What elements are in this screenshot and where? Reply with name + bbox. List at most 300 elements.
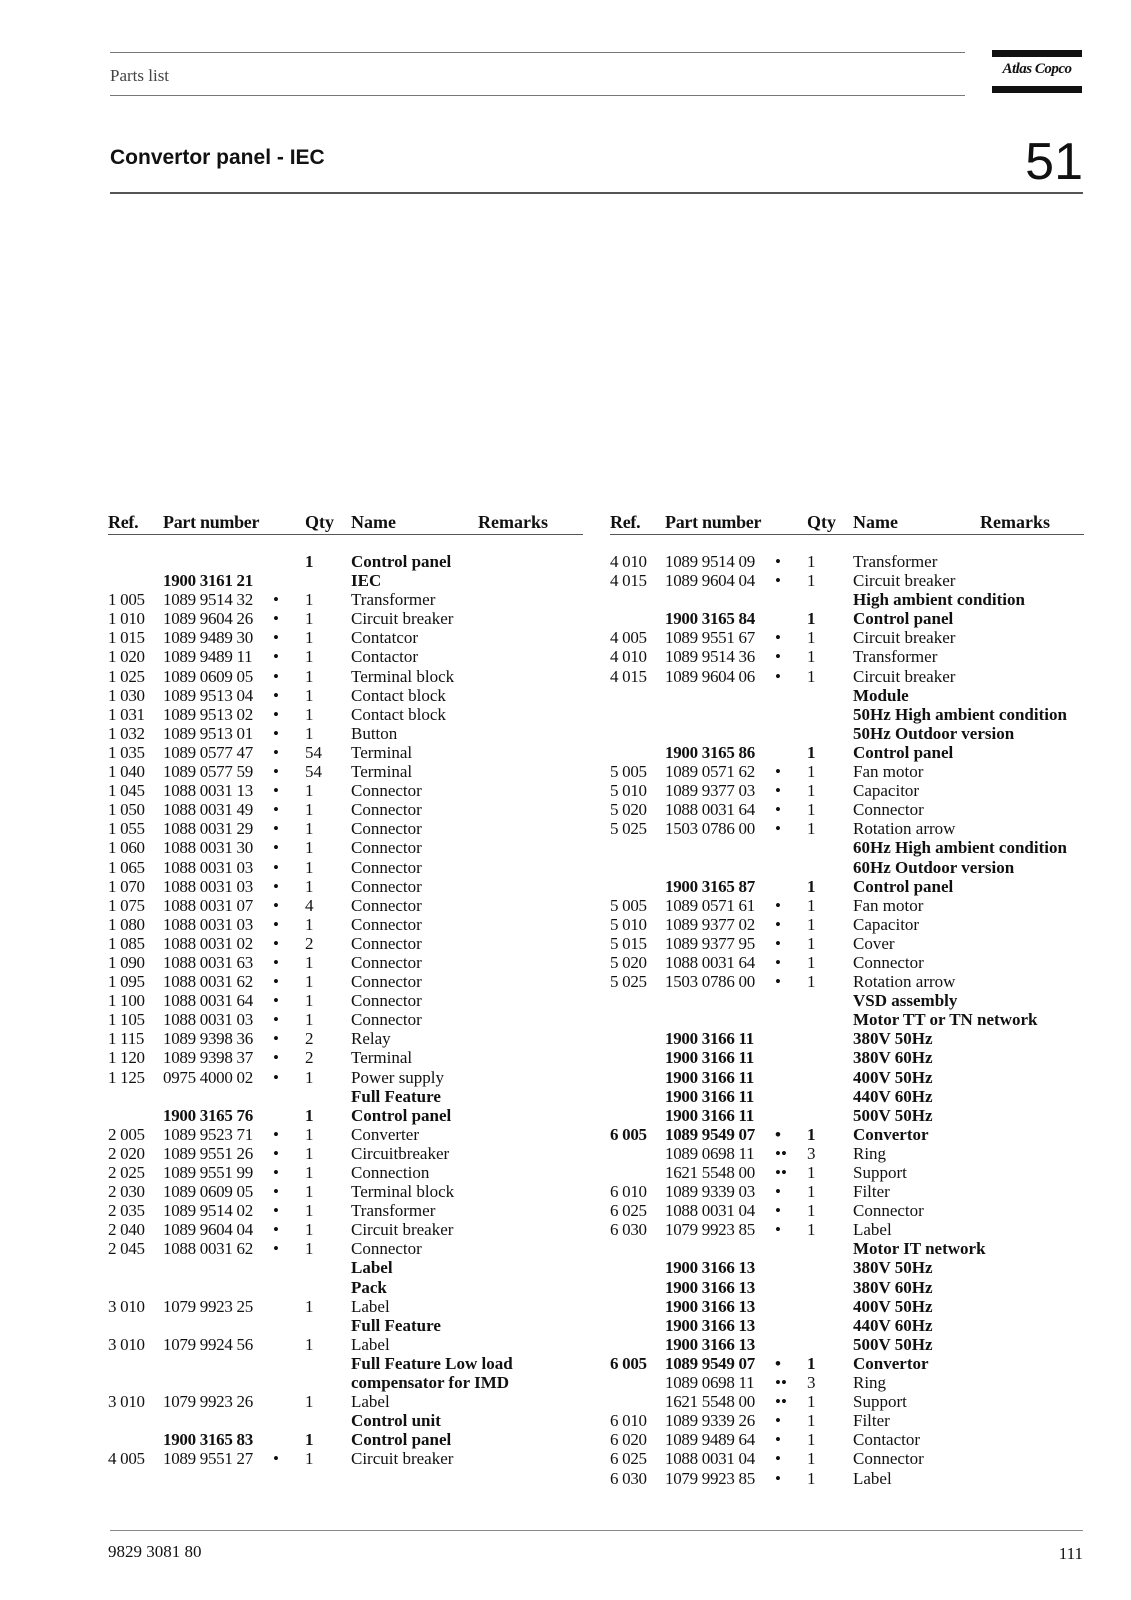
cell-qty: 1: [305, 1163, 314, 1182]
table-row: [108, 858, 583, 877]
cell-name: Capacitor: [853, 914, 920, 934]
cell-name: Control panel: [853, 609, 954, 629]
cell-qty: 1: [305, 1201, 314, 1221]
cell-marker: •: [273, 685, 279, 705]
cell-name: 500V 50Hz: [853, 1334, 933, 1354]
cell-name: Connector: [351, 819, 422, 839]
cell-marker: •: [775, 1468, 781, 1488]
cell-part-number: 1089 9604 04: [665, 571, 755, 591]
table-body: [108, 535, 583, 1469]
cell-name: 400V 50Hz: [853, 1067, 933, 1087]
cell-name: Terminal: [351, 762, 413, 782]
cell-ref: 3 010: [108, 1392, 145, 1412]
cell-name: Contact block: [351, 685, 446, 705]
cell-part-number: 1088 0031 30: [163, 838, 253, 858]
cell-marker: •: [273, 1067, 279, 1087]
cell-part-number: 1088 0031 03: [163, 876, 253, 896]
cell-part-number: 1089 0609 05: [163, 666, 253, 686]
cell-name: Filter: [853, 1411, 890, 1431]
cell-name: Terminal block: [351, 666, 455, 686]
cell-ref: 1 075: [108, 895, 145, 915]
cell-ref: 6 025: [610, 1201, 647, 1221]
cell-ref: 6 030: [610, 1220, 647, 1240]
cell-name: Circuit breaker: [351, 1220, 454, 1240]
cell-part-number: 1900 3165 86: [665, 742, 755, 762]
table-row: [108, 552, 583, 571]
cell-qty: 1: [305, 972, 314, 992]
table-row: [610, 781, 1084, 800]
cell-name: Cover: [853, 933, 895, 953]
cell-marker: •: [273, 1048, 279, 1068]
cell-qty: 1: [305, 1124, 314, 1144]
cell-name: Terminal: [351, 742, 413, 762]
cell-name: 60Hz High ambient condition: [853, 838, 1067, 858]
header-part-number: Part number: [665, 512, 762, 532]
cell-marker: •: [775, 1220, 781, 1240]
cell-qty: 1: [807, 819, 816, 839]
cell-marker: ••: [775, 1163, 787, 1182]
cell-part-number: 1900 3165 87: [665, 876, 755, 896]
cell-part-number: 1089 9604 04: [163, 1220, 253, 1240]
table-row: [108, 1373, 583, 1392]
cell-ref: 2 035: [108, 1201, 145, 1221]
cell-marker: •: [273, 781, 279, 801]
cell-name: Control panel: [853, 876, 954, 896]
cell-name: Transformer: [351, 590, 436, 610]
cell-ref: 5 005: [610, 762, 647, 782]
table-row: [610, 1010, 1084, 1029]
table-row: [610, 1068, 1084, 1087]
cell-part-number: 1900 3166 11: [665, 1067, 754, 1087]
cell-name: Transformer: [351, 1201, 436, 1221]
table-row: [108, 800, 583, 819]
cell-marker: •: [273, 1124, 279, 1144]
cell-ref: 1 040: [108, 762, 145, 782]
table-row: [108, 647, 583, 666]
cell-part-number: 1089 9513 02: [163, 704, 253, 724]
cell-qty: 1: [807, 781, 816, 801]
brand-logo: [992, 50, 1082, 94]
cell-part-number: 1089 9549 07: [665, 1124, 755, 1144]
cell-part-number: 1089 9514 02: [163, 1201, 253, 1221]
cell-part-number: 1079 9923 25: [163, 1296, 253, 1316]
cell-part-number: 1088 0031 64: [665, 952, 755, 972]
cell-ref: 5 025: [610, 819, 647, 839]
cell-part-number: 1089 9604 26: [163, 609, 253, 629]
cell-name: Ring: [853, 1143, 887, 1163]
cell-part-number: 1089 0577 47: [163, 742, 253, 762]
cell-qty: 1: [305, 1067, 314, 1087]
table-row: [610, 1354, 1084, 1373]
cell-marker: •: [273, 704, 279, 724]
cell-name: Connector: [351, 1239, 422, 1259]
cell-part-number: 1621 5548 00: [665, 1392, 755, 1412]
cell-name: Label: [351, 1258, 393, 1278]
cell-name: Connector: [853, 1201, 924, 1221]
cell-qty: 3: [807, 1373, 816, 1393]
table-row: [108, 1258, 583, 1277]
cell-name: Convertor: [853, 1353, 929, 1373]
cell-ref: 1 085: [108, 933, 145, 953]
cell-part-number: 1088 0031 04: [665, 1449, 755, 1469]
cell-name: Connector: [351, 857, 422, 877]
cell-marker: •: [273, 952, 279, 972]
cell-qty: 1: [807, 1449, 816, 1469]
cell-name: Label: [351, 1392, 390, 1412]
cell-part-number: 1089 9377 02: [665, 914, 755, 934]
header-bottom-rule: [110, 95, 965, 96]
cell-part-number: 1089 9549 07: [665, 1353, 755, 1373]
cell-part-number: 1089 9514 09: [665, 552, 755, 571]
cell-marker: •: [273, 647, 279, 667]
cell-name: Transformer: [853, 552, 938, 571]
cell-qty: 4: [305, 895, 314, 915]
cell-part-number: 1900 3165 76: [163, 1105, 253, 1125]
table-row: [108, 724, 583, 743]
cell-marker: •: [273, 838, 279, 858]
cell-part-number: 1088 0031 49: [163, 800, 253, 820]
table-row: [108, 819, 583, 838]
table-header: [108, 512, 583, 535]
cell-qty: 1: [305, 800, 314, 820]
cell-name: Label: [351, 1334, 390, 1354]
cell-name: Full Feature: [351, 1315, 441, 1335]
cell-ref: 1 015: [108, 628, 145, 648]
cell-qty: 1: [807, 571, 816, 591]
table-row: [108, 609, 583, 628]
cell-qty: 1: [807, 628, 816, 648]
cell-marker: •: [273, 1010, 279, 1030]
cell-marker: •: [273, 609, 279, 629]
cell-marker: •: [775, 819, 781, 839]
table-row: [108, 991, 583, 1010]
table-row: [610, 1220, 1084, 1239]
cell-marker: •: [775, 1201, 781, 1221]
table-row: [108, 686, 583, 705]
cell-marker: •: [273, 628, 279, 648]
cell-name: Full Feature: [351, 1086, 441, 1106]
cell-qty: 1: [305, 552, 314, 571]
cell-qty: 1: [807, 647, 816, 667]
cell-ref: 5 020: [610, 800, 647, 820]
parts-table-left: [108, 512, 583, 1469]
table-row: [610, 1297, 1084, 1316]
cell-marker: •: [775, 1449, 781, 1469]
cell-name: Connector: [351, 1010, 422, 1030]
cell-name: Circuit breaker: [351, 1449, 454, 1469]
cell-name: Connector: [351, 838, 422, 858]
cell-part-number: 1088 0031 03: [163, 857, 253, 877]
cell-ref: 5 010: [610, 781, 647, 801]
cell-part-number: 1900 3166 13: [665, 1258, 755, 1278]
cell-qty: 1: [807, 1353, 816, 1373]
cell-part-number: 0975 4000 02: [163, 1067, 253, 1087]
cell-ref: 2 005: [108, 1124, 145, 1144]
table-row: [108, 1316, 583, 1335]
cell-qty: 1: [807, 609, 816, 629]
cell-qty: 1: [305, 666, 314, 686]
cell-marker: •: [775, 1411, 781, 1431]
parts-table-right: [610, 512, 1084, 1488]
cell-part-number: 1089 9514 36: [665, 647, 755, 667]
page-number: 111: [1058, 1544, 1083, 1563]
table-row: [108, 972, 583, 991]
cell-part-number: 1088 0031 64: [665, 800, 755, 820]
table-row: [610, 1335, 1084, 1354]
table-row: [108, 1411, 583, 1430]
cell-name: Connector: [351, 876, 422, 896]
cell-marker: •: [775, 762, 781, 782]
cell-name: 60Hz Outdoor version: [853, 857, 1015, 877]
cell-part-number: 1089 9398 37: [163, 1048, 253, 1068]
table-row: [610, 896, 1084, 915]
cell-part-number: 1900 3166 13: [665, 1296, 755, 1316]
section-number: 51: [1025, 133, 1083, 191]
table-row: [610, 762, 1084, 781]
cell-name: Button: [351, 723, 398, 743]
cell-ref: 1 060: [108, 838, 145, 858]
table-row: [108, 1087, 583, 1106]
cell-marker: •: [775, 781, 781, 801]
cell-qty: 2: [305, 933, 314, 953]
table-row: [610, 1278, 1084, 1297]
table-row: [108, 1068, 583, 1087]
cell-qty: 1: [807, 895, 816, 915]
cell-part-number: 1089 9398 36: [163, 1029, 253, 1049]
header-remarks: Remarks: [980, 512, 1050, 532]
section-label: Parts list: [110, 66, 170, 85]
cell-name: Circuit breaker: [853, 628, 956, 648]
cell-ref: 1 050: [108, 800, 145, 820]
cell-marker: •: [273, 1163, 279, 1182]
cell-marker: •: [273, 991, 279, 1011]
title-rule: [110, 192, 1083, 194]
cell-qty: 1: [807, 1392, 816, 1412]
header-remarks: Remarks: [478, 512, 548, 532]
cell-part-number: 1900 3161 21: [163, 571, 253, 591]
cell-qty: 1: [807, 552, 816, 571]
cell-part-number: 1079 9923 85: [665, 1468, 755, 1488]
table-row: [108, 1278, 583, 1297]
cell-ref: 4 005: [610, 628, 647, 648]
logo-text: Atlas Copco: [1002, 61, 1072, 77]
cell-part-number: 1503 0786 00: [665, 972, 755, 992]
cell-name: 400V 50Hz: [853, 1296, 933, 1316]
cell-qty: 1: [305, 857, 314, 877]
cell-part-number: 1089 9551 99: [163, 1163, 253, 1182]
cell-marker: •: [775, 952, 781, 972]
cell-part-number: 1900 3165 83: [163, 1430, 253, 1450]
cell-name: 440V 60Hz: [853, 1086, 933, 1106]
cell-part-number: 1900 3166 13: [665, 1334, 755, 1354]
cell-name: Connector: [853, 1449, 924, 1469]
table-row: [610, 1048, 1084, 1067]
cell-qty: 1: [807, 666, 816, 686]
cell-name: Control unit: [351, 1411, 441, 1431]
cell-marker: •: [273, 1220, 279, 1240]
cell-ref: 2 045: [108, 1239, 145, 1259]
cell-qty: 1: [305, 991, 314, 1011]
cell-ref: 3 010: [108, 1296, 145, 1316]
cell-part-number: 1089 9551 26: [163, 1143, 253, 1163]
cell-part-number: 1089 9523 71: [163, 1124, 253, 1144]
cell-ref: 6 010: [610, 1411, 647, 1431]
cell-qty: 1: [305, 1334, 314, 1354]
table-row: [108, 628, 583, 647]
cell-part-number: 1089 9513 04: [163, 685, 253, 705]
table-row: [610, 1392, 1084, 1411]
cell-ref: 1 115: [108, 1029, 145, 1049]
table-row: [610, 1125, 1084, 1144]
cell-qty: 1: [305, 590, 314, 610]
header-name: Name: [351, 512, 396, 532]
cell-part-number: 1503 0786 00: [665, 819, 755, 839]
cell-name: 380V 50Hz: [853, 1258, 933, 1278]
table-row: [108, 667, 583, 686]
table-row: [108, 705, 583, 724]
cell-marker: •: [775, 1430, 781, 1450]
table-row: [108, 934, 583, 953]
table-row: [108, 1297, 583, 1316]
header-qty: Qty: [305, 512, 334, 532]
cell-qty: 1: [807, 1430, 816, 1450]
cell-qty: 1: [305, 1010, 314, 1030]
cell-name: Support: [853, 1392, 907, 1412]
cell-qty: 1: [807, 1124, 816, 1144]
cell-name: Control panel: [351, 552, 452, 571]
table-row: [108, 1125, 583, 1144]
cell-ref: 2 040: [108, 1220, 145, 1240]
cell-name: Connector: [351, 914, 422, 934]
cell-qty: 1: [807, 876, 816, 896]
cell-part-number: 1088 0031 07: [163, 895, 253, 915]
cell-name: Connection: [351, 1163, 430, 1182]
cell-ref: 6 025: [610, 1449, 647, 1469]
cell-marker: •: [273, 895, 279, 915]
cell-part-number: 1088 0031 03: [163, 914, 253, 934]
cell-name: Circuit breaker: [853, 571, 956, 591]
table-row: [610, 1316, 1084, 1335]
cell-qty: 54: [305, 742, 322, 762]
table-body: [610, 535, 1084, 1488]
cell-ref: 6 030: [610, 1468, 647, 1488]
cell-name: 380V 50Hz: [853, 1029, 933, 1049]
cell-ref: 4 005: [108, 1449, 145, 1469]
cell-qty: 1: [305, 1449, 314, 1469]
table-row: [108, 1392, 583, 1411]
cell-name: Connector: [351, 781, 422, 801]
table-row: [108, 1201, 583, 1220]
cell-name: High ambient condition: [853, 590, 1025, 610]
cell-ref: 2 025: [108, 1163, 145, 1182]
cell-ref: 1 090: [108, 952, 145, 972]
cell-qty: 1: [807, 1411, 816, 1431]
cell-part-number: 1900 3166 13: [665, 1277, 755, 1297]
cell-marker: ••: [775, 1143, 787, 1163]
table-row: [610, 915, 1084, 934]
table-row: [108, 590, 583, 609]
cell-name: Contactor: [351, 647, 419, 667]
cell-ref: 5 020: [610, 952, 647, 972]
table-row: [108, 1010, 583, 1029]
table-row: [610, 1182, 1084, 1201]
cell-name: Terminal: [351, 1048, 413, 1068]
cell-part-number: 1088 0031 63: [163, 952, 253, 972]
cell-marker: •: [273, 1143, 279, 1163]
cell-qty: 1: [807, 1220, 816, 1240]
table-row: [108, 915, 583, 934]
cell-part-number: 1079 9924 56: [163, 1334, 253, 1354]
cell-qty: 1: [807, 914, 816, 934]
logo-bar-top: [992, 50, 1082, 57]
table-row: [108, 953, 583, 972]
cell-part-number: 1089 9514 32: [163, 590, 253, 610]
cell-name: Circuit breaker: [351, 609, 454, 629]
document-number: 9829 3081 80: [108, 1542, 202, 1561]
cell-qty: 1: [305, 781, 314, 801]
table-row: [610, 705, 1084, 724]
cell-marker: •: [273, 972, 279, 992]
cell-part-number: 1089 9513 01: [163, 723, 253, 743]
table-row: [108, 896, 583, 915]
table-row: [108, 1220, 583, 1239]
cell-ref: 1 100: [108, 991, 145, 1011]
cell-ref: 1 035: [108, 742, 145, 762]
cell-part-number: 1089 9377 95: [665, 933, 755, 953]
cell-qty: 1: [807, 800, 816, 820]
cell-part-number: 1089 9551 27: [163, 1449, 253, 1469]
table-row: [108, 1354, 583, 1373]
table-row: [610, 686, 1084, 705]
cell-qty: 1: [807, 952, 816, 972]
table-row: [108, 1239, 583, 1258]
header-name: Name: [853, 512, 898, 532]
cell-qty: 1: [305, 1296, 314, 1316]
cell-marker: •: [775, 1353, 781, 1373]
cell-part-number: 1089 9489 64: [665, 1430, 755, 1450]
header-ref: Ref.: [108, 512, 139, 532]
cell-name: Label: [853, 1220, 892, 1240]
cell-qty: 1: [305, 952, 314, 972]
cell-part-number: 1900 3166 11: [665, 1086, 754, 1106]
table-row: [610, 590, 1084, 609]
cell-qty: 54: [305, 762, 322, 782]
table-row: [610, 743, 1084, 762]
cell-name: Ring: [853, 1373, 887, 1393]
footer-rule: [110, 1530, 1083, 1531]
header-top-rule: [110, 52, 965, 53]
table-row: [610, 1106, 1084, 1125]
cell-qty: 1: [807, 1182, 816, 1202]
cell-qty: 1: [305, 838, 314, 858]
table-row: [108, 743, 583, 762]
cell-name: Circuitbreaker: [351, 1143, 450, 1163]
cell-name: Connector: [351, 933, 422, 953]
cell-name: Contact block: [351, 704, 446, 724]
table-row: [610, 628, 1084, 647]
cell-part-number: 1089 9489 30: [163, 628, 253, 648]
cell-marker: •: [775, 1124, 781, 1144]
cell-ref: 5 005: [610, 895, 647, 915]
table-row: [610, 724, 1084, 743]
cell-name: IEC: [351, 571, 382, 591]
table-row: [610, 1430, 1084, 1449]
cell-ref: 1 095: [108, 972, 145, 992]
table-row: [610, 1469, 1084, 1488]
cell-part-number: 1088 0031 04: [665, 1201, 755, 1221]
cell-marker: •: [273, 590, 279, 610]
cell-marker: ••: [775, 1373, 787, 1393]
